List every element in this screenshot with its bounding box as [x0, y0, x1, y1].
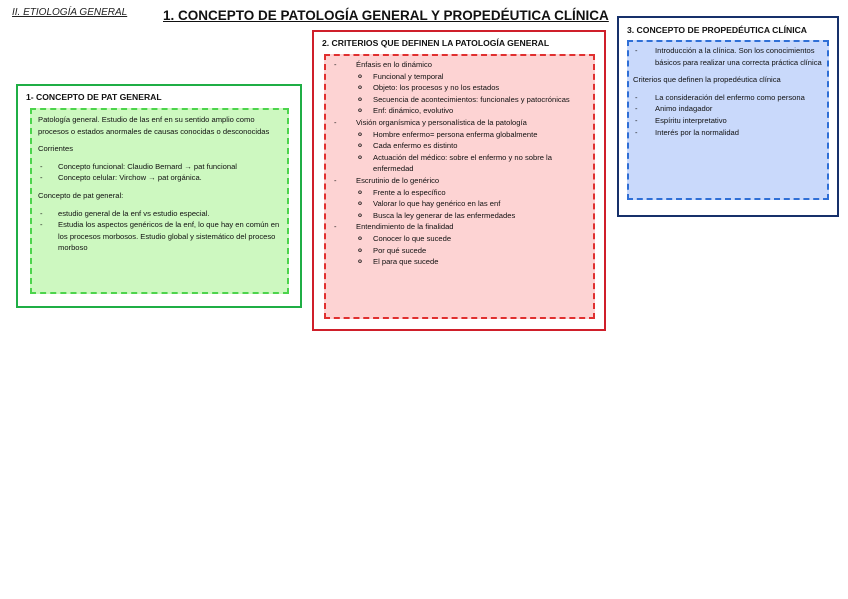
- dash-bullet: -: [334, 222, 337, 232]
- sub-item: [330, 82, 589, 94]
- sub-item: [330, 105, 589, 117]
- group-label: Visión organísmica y personalística de la patología: [356, 117, 527, 127]
- list-item: [38, 172, 281, 184]
- circle-bullet: o: [358, 153, 362, 161]
- sub-item-text: Frente a lo específico: [373, 187, 446, 197]
- box-title: 1- CONCEPTO DE PAT GENERAL: [26, 92, 162, 102]
- list-item: [633, 103, 823, 115]
- dash-bullet: -: [40, 173, 43, 183]
- sub-item-text: Funcional y temporal: [373, 71, 444, 81]
- dash-bullet: -: [40, 208, 43, 218]
- group-item: [330, 59, 589, 71]
- dash-bullet: -: [635, 92, 638, 102]
- sub-item: [330, 129, 589, 141]
- sub-item-text: Hombre enfermo= persona enferma globalmente: [373, 129, 538, 139]
- sub-item-text: El para que sucede: [373, 257, 439, 267]
- list-item-text: Interés por la normalidad: [655, 127, 739, 137]
- sub-item: [330, 187, 589, 199]
- list-item-text: La consideración del enfermo como persona: [655, 92, 805, 102]
- sub-item: [330, 256, 589, 268]
- sub-item-text: Enf: dinámico, evolutivo: [373, 106, 454, 116]
- list-item: [38, 161, 281, 173]
- group-label: Énfasis en lo dinámico: [356, 60, 432, 69]
- sub-item-text: Por qué sucede: [373, 245, 427, 255]
- criterios-pat-general-box: [312, 30, 606, 331]
- list-item: [633, 115, 823, 127]
- list-item-text: estudio general de la enf vs estudio especial.: [58, 208, 210, 218]
- dash-bullet: -: [635, 46, 638, 55]
- list-item: [38, 208, 281, 220]
- box-title: 3. CONCEPTO DE PROPEDÉUTICA CLÍNICA: [627, 25, 808, 35]
- dash-bullet: -: [635, 127, 638, 137]
- box-content: [627, 40, 829, 200]
- list-item-text: Introducción a la clínica. Son los conocimientos básicos para realizar una correcta práctica clínica: [655, 46, 822, 67]
- list-item: [633, 45, 823, 68]
- group-item: [330, 221, 589, 233]
- concepto-propedeutica-box: [617, 16, 839, 217]
- definition-text: Patología general. Estudio de las enf en su sentido amplio como procesos o estados anormales de causas conocidas o desconocidas: [38, 115, 270, 136]
- sub-item-text: Objeto: los procesos y no los estados: [373, 83, 500, 93]
- circle-bullet: o: [358, 107, 362, 115]
- list-item: [38, 219, 281, 254]
- concepto-pat-general-box: [16, 84, 302, 308]
- list-item-text: Espíritu interpretativo: [655, 115, 727, 125]
- list-item-text: Animo indagador: [655, 104, 713, 114]
- circle-bullet: o: [358, 246, 362, 254]
- sub-item: [330, 198, 589, 210]
- sub-item-text: Cada enfermo es distinto: [373, 141, 458, 151]
- dash-bullet: -: [334, 60, 337, 69]
- box-content: [324, 54, 595, 319]
- sub-item-text: Conocer lo que sucede: [373, 233, 452, 243]
- sub-item: [330, 152, 589, 175]
- circle-bullet: o: [358, 72, 362, 80]
- list-item-text: Estudia los aspectos genéricos de la enf, lo que hay en común en los procesos morbosos. Estudio global y sistemático del proceso morboso: [58, 220, 280, 253]
- sub-item: [330, 140, 589, 152]
- dash-bullet: -: [334, 175, 337, 185]
- box-title: 2. CRITERIOS QUE DEFINEN LA PATOLOGÍA GENERAL: [322, 38, 550, 48]
- list-item: [633, 127, 823, 139]
- box-content: [30, 108, 289, 294]
- group-item: [330, 117, 589, 129]
- sub-item-text: Secuencia de acontecimientos: funcionales y patocrónicas: [373, 94, 570, 104]
- circle-bullet: o: [358, 188, 362, 196]
- circle-bullet: o: [358, 84, 362, 92]
- sub-item: [330, 233, 589, 245]
- sub-item-text: Valorar lo que hay genérico en las enf: [373, 199, 501, 209]
- group-label: Escrutinio de lo genérico: [356, 175, 440, 185]
- dash-bullet: -: [40, 220, 43, 230]
- criterios-heading: Criterios que definen la propedéutica clínica: [633, 75, 781, 85]
- sub-item: [330, 210, 589, 222]
- section-label: II. ETIOLOGÍA GENERAL: [12, 7, 128, 18]
- group-label: Entendimiento de la finalidad: [356, 222, 454, 232]
- sub-item: [330, 71, 589, 83]
- circle-bullet: o: [358, 258, 362, 266]
- sub-item-text: Actuación del médico: sobre el enfermo y no sobre la enfermedad: [373, 152, 552, 174]
- sub-item: [330, 245, 589, 257]
- list-item: [633, 92, 823, 104]
- circle-bullet: o: [358, 200, 362, 208]
- page-title: 1. CONCEPTO DE PATOLOGÍA GENERAL Y PROPEDÉUTICA CLÍNICA: [163, 8, 609, 23]
- dash-bullet: -: [334, 117, 337, 127]
- dash-bullet: -: [635, 104, 638, 114]
- dash-bullet: -: [40, 161, 43, 171]
- dash-bullet: -: [635, 115, 638, 125]
- circle-bullet: o: [358, 142, 362, 150]
- circle-bullet: o: [358, 95, 362, 103]
- concepto-heading: Concepto de pat general:: [38, 190, 124, 200]
- circle-bullet: o: [358, 234, 362, 242]
- corrientes-heading: Corrientes: [38, 144, 74, 154]
- list-item-text: Concepto celular: Virchow → pat orgánica.: [58, 173, 202, 183]
- circle-bullet: o: [358, 130, 362, 138]
- sub-item: [330, 94, 589, 106]
- list-item-text: Concepto funcional: Claudio Bernard → pat funcional: [58, 161, 237, 171]
- circle-bullet: o: [358, 211, 362, 219]
- group-item: [330, 175, 589, 187]
- sub-item-text: Busca la ley generar de las enfermedades: [373, 210, 516, 220]
